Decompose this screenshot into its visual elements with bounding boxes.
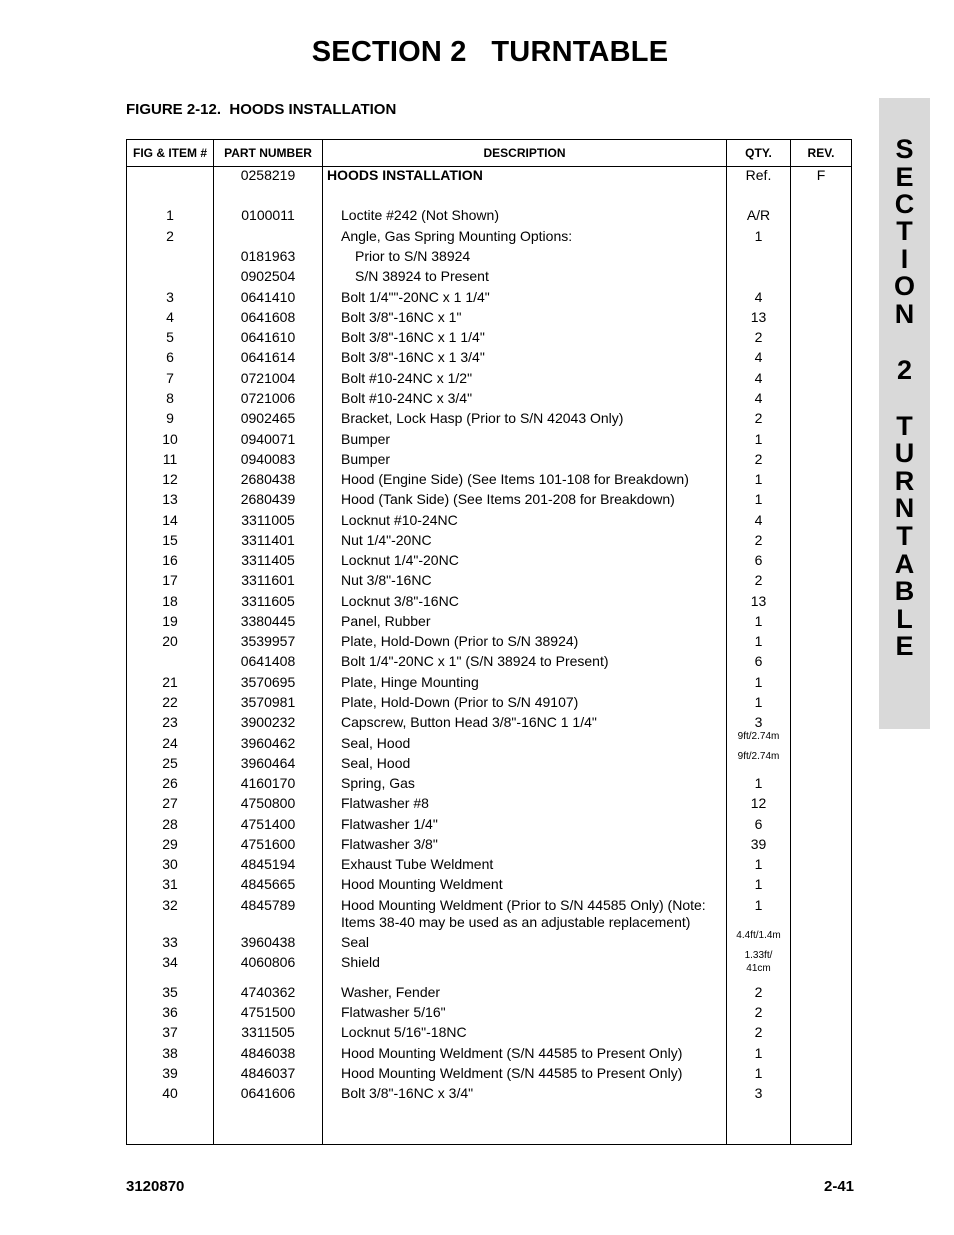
description-cell: Seal, Hood	[341, 755, 411, 771]
fig-item-cell: 32	[162, 897, 178, 913]
fig-item-cell: 12	[162, 471, 178, 487]
description-cell: Spring, Gas	[341, 775, 415, 791]
fig-item-cell: 40	[162, 1085, 178, 1101]
qty-cell: 1.33ft/	[744, 950, 773, 961]
description-cell: Washer, Fender	[341, 984, 441, 1000]
rev-cell: F	[816, 167, 826, 183]
qty-cell: 9ft/2.74m	[737, 751, 780, 762]
description-cell-continued: Items 38-40 may be used as an adjustable replacement)	[341, 914, 691, 930]
part-number-cell: 2680438	[240, 471, 296, 487]
fig-item-cell: 28	[162, 816, 178, 832]
description-cell: Hood Mounting Weldment	[341, 876, 503, 892]
qty-cell: 1	[754, 775, 763, 791]
qty-cell: 12	[750, 795, 767, 811]
description-cell: Nut 3/8"-16NC	[341, 572, 432, 588]
part-number-cell: 0100011	[241, 207, 295, 223]
fig-item-cell: 25	[162, 755, 178, 771]
side-tab-letter: N	[894, 493, 915, 523]
section-side-tab	[879, 98, 930, 729]
figure-title: FIGURE 2-12. HOODS INSTALLATION	[126, 101, 397, 118]
description-cell: Panel, Rubber	[341, 613, 431, 629]
description-cell: Flatwasher 3/8"	[341, 836, 438, 852]
part-number-cell: 3960464	[240, 755, 296, 771]
description-cell: Hood (Engine Side) (See Items 101-108 for Breakdown)	[341, 471, 689, 487]
side-tab-letter: T	[896, 411, 913, 441]
part-number-cell: 3311605	[241, 593, 295, 609]
description-cell: Locknut 1/4"-20NC	[341, 552, 459, 568]
qty-cell: 2	[754, 451, 763, 467]
description-cell: Seal, Hood	[341, 735, 411, 751]
qty-cell: 1	[754, 431, 763, 447]
description-cell: Shield	[341, 954, 380, 970]
description-cell: Exhaust Tube Weldment	[341, 856, 494, 872]
document-number: 3120870	[126, 1178, 185, 1195]
fig-item-cell: 5	[166, 329, 174, 345]
description-cell: S/N 38924 to Present	[355, 268, 489, 284]
description-cell: Bolt 3/8"-16NC x 1"	[341, 309, 462, 325]
description-cell: Bracket, Lock Hasp (Prior to S/N 42043 Only)	[341, 410, 624, 426]
part-number-cell: 0902504	[240, 268, 296, 284]
description-cell: Plate, Hold-Down (Prior to S/N 49107)	[341, 694, 579, 710]
qty-cell: 1	[754, 897, 763, 913]
description-cell: Plate, Hold-Down (Prior to S/N 38924)	[341, 633, 579, 649]
description-cell: Locknut #10-24NC	[341, 512, 458, 528]
part-number-cell: 4060806	[240, 954, 296, 970]
part-number-cell: 3570981	[240, 694, 296, 710]
qty-cell: 6	[754, 552, 763, 568]
fig-item-cell: 38	[162, 1045, 178, 1061]
side-tab-letter: T	[896, 216, 913, 246]
description-cell: Bolt 3/8"-16NC x 1 1/4"	[341, 329, 485, 345]
part-number-cell: 3539957	[240, 633, 296, 649]
description-cell: Bolt 1/4""-20NC x 1 1/4"	[341, 289, 490, 305]
column-header-part-number: PART NUMBER	[224, 146, 312, 160]
description-cell: Bolt #10-24NC x 3/4"	[341, 390, 473, 406]
part-number-cell: 4845665	[240, 876, 296, 892]
fig-item-cell: 10	[162, 431, 178, 447]
description-cell: Flatwasher #8	[341, 795, 429, 811]
qty-cell: 6	[754, 816, 763, 832]
qty-cell: Ref.	[745, 167, 772, 183]
description-cell: Hood Mounting Weldment (S/N 44585 to Present Only)	[341, 1045, 683, 1061]
qty-cell: 1	[754, 1065, 763, 1081]
description-cell: Plate, Hinge Mounting	[341, 674, 479, 690]
fig-item-cell: 27	[162, 795, 178, 811]
qty-cell: 4	[754, 349, 763, 365]
fig-item-cell: 29	[162, 836, 178, 852]
fig-item-cell: 14	[162, 512, 178, 528]
part-number-cell: 4750800	[240, 795, 296, 811]
side-tab-letter: L	[896, 604, 913, 634]
qty-cell: 2	[754, 410, 763, 426]
description-cell: Flatwasher 5/16"	[341, 1004, 446, 1020]
part-number-cell: 0641614	[240, 349, 296, 365]
part-number-cell: 0258219	[240, 167, 296, 183]
qty-cell: 13	[750, 593, 767, 609]
page-number: 2-41	[824, 1178, 855, 1195]
description-cell: Bolt 1/4"-20NC x 1" (S/N 38924 to Present)	[341, 653, 609, 669]
fig-item-cell: 17	[162, 572, 178, 588]
qty-cell: 13	[750, 309, 767, 325]
part-number-cell: 3960462	[240, 735, 296, 751]
qty-cell: 2	[754, 532, 763, 548]
part-number-cell: 0902465	[240, 410, 296, 426]
description-cell: Flatwasher 1/4"	[341, 816, 438, 832]
side-tab-letter: U	[894, 438, 915, 468]
part-number-cell: 4846038	[240, 1045, 296, 1061]
fig-item-cell: 9	[166, 410, 174, 426]
qty-cell: 6	[754, 653, 763, 669]
fig-item-cell: 8	[166, 390, 174, 406]
part-number-cell: 3900232	[240, 714, 296, 730]
part-number-cell: 2680439	[240, 491, 296, 507]
part-number-cell: 3960438	[240, 934, 296, 950]
fig-item-cell: 33	[162, 934, 178, 950]
column-header-fig-item: FIG & ITEM #	[132, 146, 207, 160]
qty-cell: 1	[754, 674, 763, 690]
part-number-cell: 0641408	[240, 653, 296, 669]
fig-item-cell: 21	[162, 674, 178, 690]
qty-cell: 2	[754, 984, 763, 1000]
side-tab-letter: B	[894, 576, 915, 606]
fig-item-cell: 11	[162, 451, 178, 467]
qty-cell: 3	[754, 1085, 763, 1101]
fig-item-cell: 39	[162, 1065, 178, 1081]
description-cell: Bolt #10-24NC x 1/2"	[341, 370, 473, 386]
fig-item-cell: 15	[162, 532, 178, 548]
qty-cell: 9ft/2.74m	[737, 731, 780, 742]
fig-item-cell: 22	[162, 694, 178, 710]
part-number-cell: 4751500	[240, 1004, 296, 1020]
qty-cell: 39	[750, 836, 767, 852]
side-tab-letter: 2	[896, 355, 913, 385]
part-number-cell: 0940083	[240, 451, 296, 467]
fig-item-cell: 20	[162, 633, 178, 649]
column-header-description: DESCRIPTION	[483, 146, 566, 160]
part-number-cell: 3380445	[240, 613, 296, 629]
side-tab-letter: E	[895, 631, 914, 661]
qty-cell: 2	[754, 329, 763, 345]
description-cell: Bumper	[341, 451, 391, 467]
fig-item-cell: 1	[166, 207, 174, 223]
fig-item-cell: 34	[162, 954, 178, 970]
part-number-cell: 3311405	[241, 552, 295, 568]
part-number-cell: 4751400	[240, 816, 296, 832]
parts-table	[126, 139, 852, 1145]
qty-cell: 2	[754, 1004, 763, 1020]
description-cell: Capscrew, Button Head 3/8"-16NC 1 1/4"	[341, 714, 597, 730]
qty-cell: 1	[754, 613, 763, 629]
part-number-cell: 3311401	[241, 532, 295, 548]
fig-item-cell: 36	[162, 1004, 178, 1020]
part-number-cell: 0721004	[240, 370, 296, 386]
fig-item-cell: 6	[166, 349, 174, 365]
part-number-cell: 4740362	[240, 984, 296, 1000]
column-header-qty: QTY.	[745, 146, 772, 160]
side-tab-letter: A	[894, 549, 915, 579]
side-tab-letter: S	[895, 134, 914, 164]
part-number-cell: 3570695	[240, 674, 296, 690]
fig-item-cell: 4	[166, 309, 174, 325]
description-cell: Nut 1/4"-20NC	[341, 532, 432, 548]
side-tab-letter: C	[894, 189, 915, 219]
side-tab-letter: R	[894, 466, 915, 496]
fig-item-cell: 37	[162, 1024, 178, 1040]
part-number-cell: 4845194	[240, 856, 296, 872]
fig-item-cell: 26	[162, 775, 178, 791]
side-tab-letter: N	[894, 299, 915, 329]
part-number-cell: 4845789	[240, 897, 296, 913]
fig-item-cell: 7	[166, 370, 174, 386]
part-number-cell: 0641410	[240, 289, 296, 305]
part-number-cell: 0641610	[240, 329, 296, 345]
qty-cell: 3	[754, 714, 763, 730]
description-cell: Hood Mounting Weldment (S/N 44585 to Present Only)	[341, 1065, 683, 1081]
fig-item-cell: 23	[162, 714, 178, 730]
qty-cell: 1	[754, 856, 763, 872]
part-number-cell: 0641606	[240, 1085, 296, 1101]
page-title: SECTION 2 TURNTABLE	[311, 36, 669, 68]
description-cell: Locknut 3/8"-16NC	[341, 593, 459, 609]
part-number-cell: 0940071	[240, 431, 296, 447]
fig-item-cell: 35	[162, 984, 178, 1000]
description-cell: Loctite #242 (Not Shown)	[341, 207, 499, 223]
side-tab-letter: O	[893, 271, 915, 301]
qty-cell: 1	[754, 876, 763, 892]
qty-cell: 4	[754, 289, 763, 305]
description-cell: Hood Mounting Weldment (Prior to S/N 44585 Only) (Note:	[341, 897, 706, 913]
description-cell: Locknut 5/16"-18NC	[341, 1024, 467, 1040]
description-cell: Bolt 3/8"-16NC x 1 3/4"	[341, 349, 485, 365]
column-divider	[790, 140, 791, 1144]
part-number-cell: 3311505	[241, 1024, 295, 1040]
qty-cell: 1	[754, 694, 763, 710]
part-number-cell: 0181963	[240, 248, 296, 264]
fig-item-cell: 31	[162, 876, 178, 892]
qty-cell: 1	[754, 633, 763, 649]
qty-cell: 1	[754, 228, 763, 244]
fig-item-cell: 24	[162, 735, 178, 751]
qty-cell: A/R	[746, 207, 771, 223]
side-tab-letter: I	[900, 244, 909, 274]
column-header-rev: REV.	[807, 146, 835, 160]
part-number-cell: 4160170	[240, 775, 296, 791]
description-cell: Angle, Gas Spring Mounting Options:	[341, 228, 573, 244]
part-number-cell: 3311005	[241, 512, 295, 528]
part-number-cell: 4846037	[240, 1065, 296, 1081]
qty-cell: 1	[754, 491, 763, 507]
description-cell: Bolt 3/8"-16NC x 3/4"	[341, 1085, 474, 1101]
fig-item-cell: 2	[166, 228, 174, 244]
qty-cell-continued: 41cm	[746, 963, 771, 974]
qty-cell: 2	[754, 572, 763, 588]
description-cell: Hood (Tank Side) (See Items 201-208 for Breakdown)	[341, 491, 675, 507]
qty-cell: 4	[754, 390, 763, 406]
part-number-cell: 4751600	[240, 836, 296, 852]
description-cell: Seal	[341, 934, 370, 950]
fig-item-cell: 3	[166, 289, 174, 305]
qty-cell: 4	[754, 512, 763, 528]
description-cell: Prior to S/N 38924	[355, 248, 471, 264]
side-tab-letter: T	[896, 521, 913, 551]
fig-item-cell: 19	[162, 613, 178, 629]
column-divider	[322, 140, 323, 1144]
description-cell: HOODS INSTALLATION	[327, 167, 483, 183]
fig-item-cell: 13	[162, 491, 178, 507]
qty-cell: 1	[754, 1045, 763, 1061]
side-tab-letter: E	[895, 162, 914, 192]
part-number-cell: 0721006	[240, 390, 296, 406]
fig-item-cell: 16	[162, 552, 178, 568]
description-cell: Bumper	[341, 431, 391, 447]
part-number-cell: 3311601	[241, 572, 295, 588]
fig-item-cell: 18	[162, 593, 178, 609]
fig-item-cell: 30	[162, 856, 178, 872]
qty-cell: 4	[754, 370, 763, 386]
qty-cell: 2	[754, 1024, 763, 1040]
qty-cell: 1	[754, 471, 763, 487]
qty-cell: 4.4ft/1.4m	[736, 930, 781, 941]
part-number-cell: 0641608	[240, 309, 296, 325]
